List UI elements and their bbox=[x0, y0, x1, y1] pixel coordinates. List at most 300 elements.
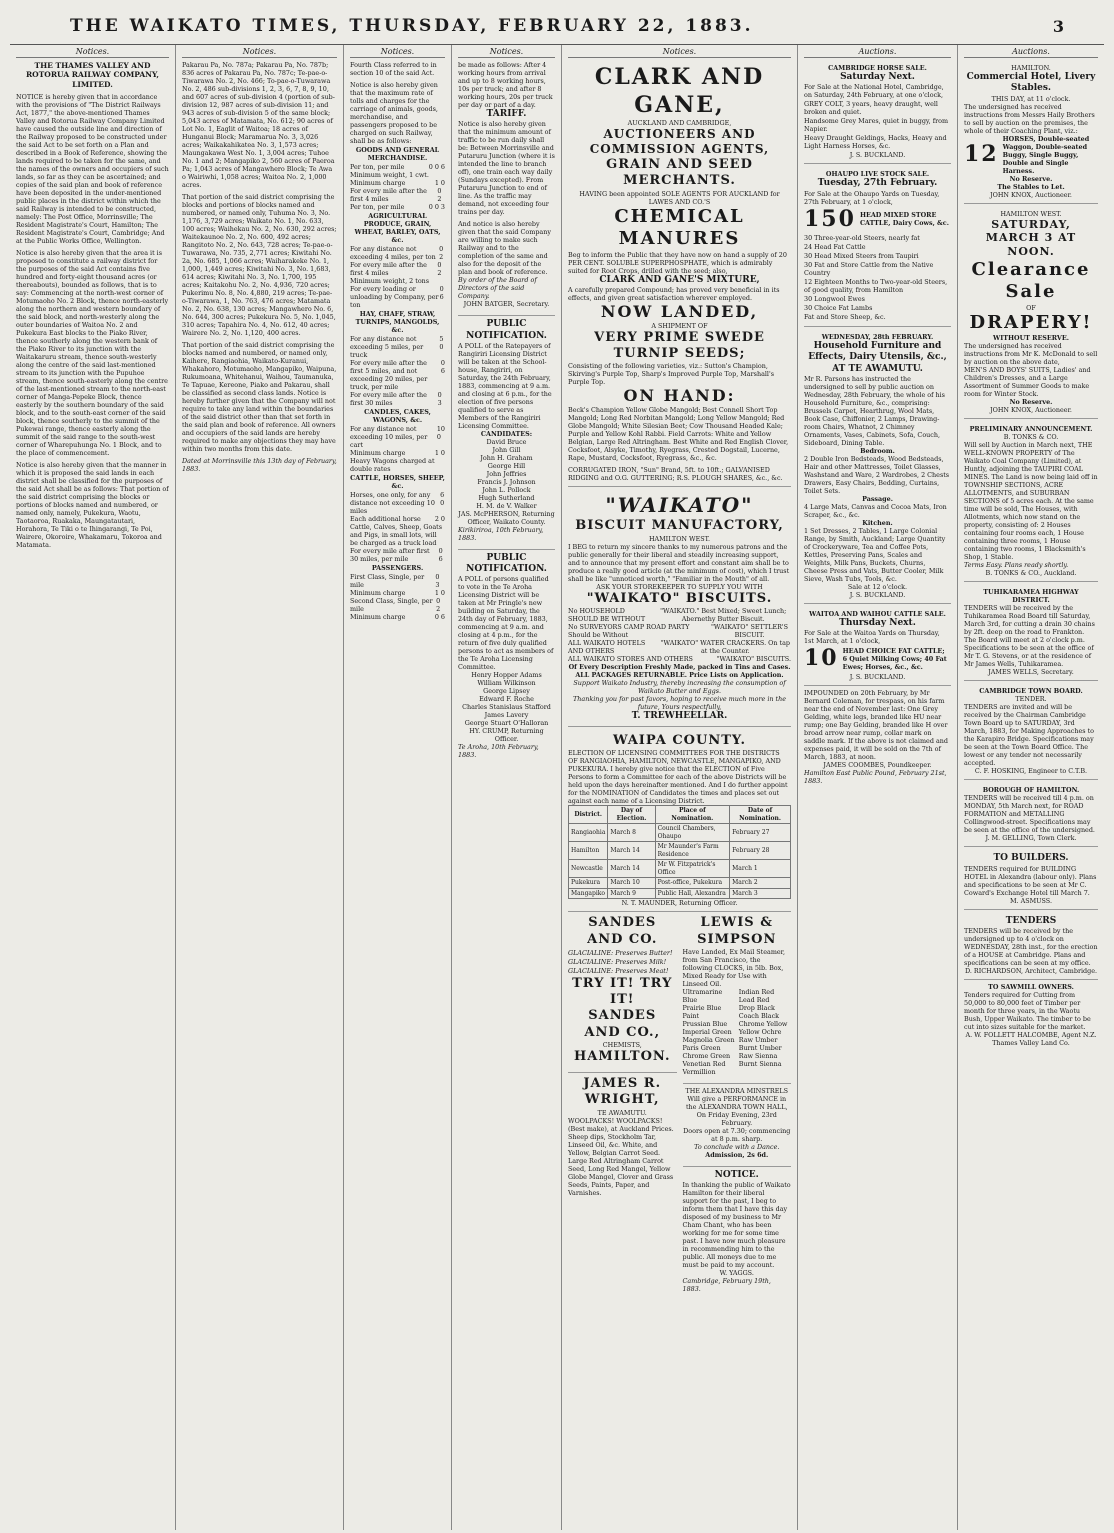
sawmill-heading: TO SAWMILL OWNERS. bbox=[988, 982, 1074, 991]
sole-agents: HAVING been appointed SOLE AGENTS FOR AUCKLAND for LAWES AND CO.'S bbox=[579, 189, 780, 206]
table-cell: March 9 bbox=[608, 888, 655, 899]
chemists: CHEMISTS, bbox=[602, 1040, 642, 1049]
clearance-sale: Clearance Sale bbox=[971, 258, 1091, 303]
ohaupo-title: OHAUPO LIVE STOCK SALE. bbox=[825, 170, 930, 179]
cattle-item: 30 Head Mixed Steers from Taupiri bbox=[804, 252, 919, 260]
toll-value: 0 2 bbox=[437, 261, 442, 277]
drapery-auctioneer: JOHN KNOX, Auctioneer. bbox=[990, 406, 1072, 415]
impounded-body: IMPOUNDED on 20th February, by Mr Bernard Coleman, for trespass, on his farm near the end of November last: One Grey Gelding, white legs, branded like HU near rump; one Bay Gelding, branded like H over broad arrow near rump, collar mark on saddle mark. If the above is not claimed and expenses paid, it will be sold on the 7th of March, 1883, at noon. bbox=[804, 688, 948, 761]
toll-item: For every mile after the first 30 miles bbox=[350, 391, 427, 407]
on-hand-body: Beck's Champion Yellow Globe Mangold; Best Connell Short Top Mangold; Long Red Norbitan Mangold; Long Yellow Mangold; Red Globe Mangold; White Silesian Beet; Cow Thousand Headed Kale; Purple and Yellow Kohl Rabbi. Field Carrots: White and Yellow Belgian, Large Red Altringham. Best White and Red English Clover, Cocksfoot, Alsyke, Timothy, Ryegrass, Crested Dogstail, Lucerne, Rape, Mustard, Cocksfoot, Ryegrass, &c., &c. bbox=[568, 406, 789, 463]
builders-body: TENDERS required for BUILDING HOTEL in Alexandra (labour only). Plans and specifications to be seen at Mr C. Coward's Exchange Hotel till March 7. bbox=[964, 864, 1097, 897]
builders-heading: TO BUILDERS. bbox=[993, 853, 1069, 864]
toll-item: Heavy Wagons charged at double rates bbox=[350, 457, 435, 473]
cattle-item: 30 Longwool Ewes bbox=[804, 295, 865, 303]
tonks-terms: Terms Easy. Plans ready shortly. bbox=[964, 561, 1069, 570]
toll-item: Second Class, Single, per mile bbox=[350, 597, 433, 613]
toll-row bbox=[350, 203, 445, 211]
auctioneer: J. S. BUCKLAND. bbox=[849, 151, 906, 160]
election-table bbox=[568, 805, 791, 899]
fourth-class-head: Fourth Class referred to in section 10 of the said Act. bbox=[350, 61, 437, 77]
toll-row bbox=[350, 449, 445, 457]
biscuit-thanking: Thanking you for past favors, hoping to receive much more in the future, Yours respectfully, bbox=[573, 694, 786, 711]
turnip-seeds: VERY PRIME SWEDE TURNIP SEEDS; bbox=[594, 329, 765, 361]
livery-time: THIS DAY, at 11 o'clock. bbox=[991, 94, 1071, 103]
toll-row bbox=[350, 245, 445, 261]
drapery-title: DRAPERY! bbox=[969, 311, 1093, 333]
candidate-list bbox=[458, 438, 555, 510]
notice-dated: Cambridge, February 19th, 1883. bbox=[682, 1277, 771, 1293]
toll-value: 1 0 bbox=[434, 449, 445, 457]
biscuit-item-4: "WAIKATO" BISCUITS. bbox=[716, 654, 791, 663]
biscuit-support: Support Waikato Industry, thereby increasing the consumption of Waikato Butter and Eggs. bbox=[573, 678, 786, 695]
table-row bbox=[569, 888, 791, 899]
toll-item: For any distance not exceeding 5 miles, per truck bbox=[350, 335, 424, 359]
impounded-notice bbox=[804, 689, 951, 785]
minstrels-heading: THE ALEXANDRA MINSTRELS Will give a PERFORMANCE in the ALEXANDRA TOWN HALL, On Friday Evening, 23rd February. bbox=[685, 1086, 789, 1127]
sandes-name-2: SANDES AND CO., bbox=[584, 1008, 661, 1040]
toll-item: Minimum charge bbox=[350, 449, 406, 457]
kitchen-body: 1 Set Dresses, 2 Tables, 1 Large Colonial Range, by Smith, Auckland; Large Quantity of Crockeryware, Tea and Coffee Pots, Kettles, Preserving Pans, Scales and Weights, Milk Pans, Buckets, Churns, Cheese Press and Vats, Butter Cooler, Milk Sieve, Wash Tubs, Tools, &c. bbox=[804, 526, 946, 583]
without-reserve: WITHOUT RESERVE. bbox=[993, 334, 1069, 343]
drapery-items: MEN'S AND BOYS' SUITS, Ladies' and Children's Dresses, and a Large Assortment of Summer Goods to make room for Winter Stock. bbox=[964, 366, 1091, 399]
table-header: Date of Nomination. bbox=[730, 806, 791, 824]
household-auctioneer: J. S. BUCKLAND. bbox=[849, 590, 906, 599]
toll-row bbox=[350, 285, 445, 309]
biscuit-head-4: ALL WAIKATO STORES AND OTHERS bbox=[568, 654, 693, 663]
biscuit-head-2: No SURVEYORS CAMP ROAD PARTY Should be Without bbox=[568, 622, 690, 639]
toll-row bbox=[350, 515, 445, 523]
waikato-biscuit-advert bbox=[568, 490, 791, 727]
column-heading: Notices. bbox=[458, 47, 555, 58]
impound-signature: JAMES COOMBES, Poundkeeper. bbox=[823, 760, 932, 769]
candidate-name: George Stuart O'Halloran bbox=[464, 719, 549, 728]
toll-value: 0 2 bbox=[437, 187, 442, 203]
cattle-item: 24 Head Fat Cattle bbox=[804, 243, 866, 251]
table-cell: Post-office, Pukekura bbox=[655, 878, 730, 889]
table-cell: February 27 bbox=[730, 824, 791, 842]
try-it: TRY IT! TRY IT! bbox=[572, 975, 673, 1007]
table-row bbox=[569, 878, 791, 889]
passage-body: 4 Large Mats, Canvas and Cocoa Mats, Iron Scraper, &c., &c. bbox=[804, 502, 947, 519]
sale-day: Saturday Next. bbox=[840, 72, 915, 82]
table-cell: March 2 bbox=[730, 878, 791, 889]
notice-heading: NOTICE. bbox=[714, 1169, 759, 1180]
manures-body: Beg to inform the Public that they have now on hand a supply of 20 PER CENT. SOLUBLE SUPERPHOSPHATE, which is admirably suited for Root Crops, drilled with the seed; also, bbox=[568, 250, 787, 275]
builders-notice bbox=[964, 850, 1098, 909]
toll-item: For any distance not exceeding 10 miles, per cart bbox=[350, 425, 428, 449]
paint-item: Burnt Umber bbox=[738, 1043, 782, 1052]
toll-item: For any distance not exceeding 4 miles, per ton bbox=[350, 245, 436, 261]
ohaupo-sale bbox=[804, 167, 951, 327]
paint-item: Drop Black bbox=[738, 1003, 775, 1012]
column-grid bbox=[10, 44, 1104, 1530]
cambridge-tender bbox=[964, 684, 1098, 780]
tuhikaramea-heading: TUHIKARAMEA HIGHWAY DISTRICT. bbox=[983, 588, 1079, 605]
paint-list bbox=[683, 988, 792, 1076]
lewis-simpson-advert bbox=[683, 915, 792, 1293]
toll-item: Per ton, per mile bbox=[350, 163, 405, 171]
table-header: Day of Election. bbox=[608, 806, 655, 824]
biscuit-location: HAMILTON WEST. bbox=[648, 534, 711, 543]
tuhikaramea-signature: JAMES WELLS, Secretary. bbox=[988, 668, 1074, 677]
sandes-town: HAMILTON. bbox=[574, 1048, 671, 1064]
masthead-title: THE WAIKATO TIMES, THURSDAY, FEBRUARY 22, 1883. bbox=[70, 16, 754, 36]
table-cell: Mr Maunder's Farm Residence bbox=[655, 842, 730, 860]
cattle-item: 30 Fat and Store Cattle from the Native Country bbox=[804, 261, 934, 277]
paint-item: Vermillion bbox=[682, 1067, 716, 1076]
candidate-name: William Wilkinson bbox=[477, 679, 536, 688]
paint-item: Paris Green bbox=[682, 1043, 721, 1052]
public-notification-heading-2: PUBLIC NOTIFICATION. bbox=[466, 552, 547, 574]
tender-heading: TENDER. bbox=[1015, 695, 1047, 704]
chemical-manures: CHEMICAL MANURES bbox=[614, 205, 745, 249]
toll-item: Minimum charge bbox=[350, 613, 406, 621]
livery-place: HAMILTON. bbox=[1011, 64, 1051, 72]
toll-value: 0 6 bbox=[439, 285, 444, 301]
sale-item: Heavy Draught Geldings, Hacks, Heavy and Light Harness Horses, &c. bbox=[804, 134, 947, 151]
woolpacks-body: WOOLPACKS! WOOLPACKS! (Best make), at Auckland Prices. Sheep dips, Stockholm Tar, Linseed Oil, &c. White, and Yellow, Belgian Carrot Seed. Large Red Altringham Carrot Seed, Long Red Mangel, Yellow Globe Mangel, Clover and Grass Seeds, Paints, Paper, and Varnishes. bbox=[568, 1116, 674, 1197]
block-list-body-3: That portion of the said district comprising the blocks named and numbered, or named only, Kaihere, Rangiaohia, Waikato-Kuranui, Whakahoro, Motumaoho, Mangapiko, Waipuna, Rukumoana, Whitehanui, Waihou, Taumanuka, Te Tapuae, Kereone, Piako and Pakarau, shall be classified as second class lands. Notice is hereby further given that the Company will not require to take any land within the boundaries of the said district other than that set forth in the said plan and book of reference. All owners and occupiers of the said lands are hereby required to make any objections they may have within two months from this date. bbox=[182, 341, 337, 453]
paint-item: Indian Red bbox=[738, 987, 775, 996]
toll-item: Cattle, Calves, Sheep, Goats and Pigs, in small lots, will be charged as a truck load bbox=[350, 523, 443, 547]
mixture-body: A carefully prepared Compound; has proved very beneficial in its effects, and given great satisfaction wherever employed. bbox=[568, 285, 780, 302]
waikato-biscuits: "WAIKATO" BISCUITS. bbox=[586, 590, 773, 606]
household-date: WEDNESDAY, 28th FEBRUARY. bbox=[821, 333, 934, 341]
toll-row bbox=[350, 613, 445, 621]
column-3 bbox=[344, 45, 452, 1530]
sale-item: GREY COLT, 3 years, heavy draught, well broken and quiet. bbox=[804, 100, 938, 117]
column-4 bbox=[452, 45, 562, 1530]
toll-item: Each additional horse bbox=[350, 515, 421, 523]
firm-trade-2: GRAIN AND SEED MERCHANTS. bbox=[606, 157, 753, 189]
toll-section-heading: CANDLES, CAKES, WAGONS, &c. bbox=[364, 408, 431, 424]
paint-item: Raw Umber bbox=[738, 1035, 778, 1044]
public-notification-heading: PUBLIC NOTIFICATION. bbox=[466, 319, 547, 341]
sawmill-signature: A. W. FOLLETT HALCOMBE, Agent N.Z. Thames Valley Land Co. bbox=[965, 1030, 1097, 1047]
borough-body: TENDERS will be received till 4 p.m. on MONDAY, 5th March next, for ROAD FORMATION and METALLING Collingwood-street. Specifications may be seen at the office of the undersigned. bbox=[964, 794, 1095, 835]
glacialine-line: GLACIALINE: Preserves Butter! bbox=[568, 948, 673, 957]
toll-value: 0 6 bbox=[434, 613, 445, 621]
board-order: By order of the Board of Directors of the said Company. bbox=[458, 276, 537, 301]
page-number: 3 bbox=[1052, 16, 1064, 36]
secretary-signature: JOHN BATGER, Secretary. bbox=[463, 300, 550, 309]
notice-body: In thanking the public of Waikato Hamilton for their liberal support for the past, I beg to inform them that I have this day disposed of my business to Mr Cham Chant, who has been working for me for some time past. I have now much pleasure in recommending him to the public. All moneys due to me must be paid to my account. bbox=[682, 1181, 791, 1269]
cattle-item: 12 Eighteen Months to Two-year-old Steers, of good quality, from Hamilton bbox=[804, 278, 948, 294]
firm-name: CLARK AND GANE, bbox=[594, 64, 765, 118]
toll-item: Minimum charge bbox=[350, 589, 406, 597]
bedroom-body: 2 Double Iron Bedsteads, Wood Bedsteads, Hair and other Mattresses, Toilet Glasses, Washstand and Ware, 2 Wardrobes, 2 Chests Drawers, Easy Chairs, Bedding, Curtains, Toilet Sets. bbox=[804, 454, 950, 495]
toll-value: 5 0 bbox=[439, 335, 444, 351]
on-hand: ON HAND: bbox=[623, 386, 736, 406]
livery-sale bbox=[964, 61, 1098, 204]
sale-item: Handsome Grey Mares, quiet in buggy, from Napier. bbox=[804, 117, 949, 134]
table-cell: March 1 bbox=[730, 860, 791, 878]
toll-row bbox=[350, 425, 445, 449]
impound-dated: Hamilton East Public Pound, February 21st, 1883. bbox=[804, 768, 947, 785]
toll-item: Per ton, per mile bbox=[350, 203, 405, 211]
ask-storekeeper: ASK YOUR STOREKEEPER TO SUPPLY YOU WITH bbox=[596, 582, 763, 591]
sale-body: For Sale at the National Hotel, Cambridge, on Saturday, 24th February, at one o'clock, bbox=[804, 83, 944, 100]
minstrels-dance: To conclude with a Dance. bbox=[694, 1142, 780, 1151]
toll-value: 0 0 6 bbox=[428, 163, 445, 171]
horses-count: 12 bbox=[964, 140, 999, 167]
sandes-name: SANDES AND CO. bbox=[587, 915, 658, 947]
candidate-name: James Lavery bbox=[484, 711, 529, 720]
table-header: Place of Nomination. bbox=[655, 806, 730, 824]
sawmill-body: Tenders required for Cutting from 50,000 to 80,000 feet of Timber per month for three years, in the Waotu Bush, Upper Waikato. The timber to be cut into sizes suitable for the market. bbox=[964, 990, 1091, 1031]
toll-row bbox=[350, 171, 445, 179]
waipa-county-notice bbox=[568, 730, 791, 912]
paint-item: Prussian Blue bbox=[682, 1019, 728, 1028]
paint-item: Lead Red bbox=[738, 995, 770, 1004]
toll-row bbox=[350, 589, 445, 597]
paint-item: Chrome Green bbox=[682, 1051, 731, 1060]
builders-signature: M. ASMUSS. bbox=[1010, 896, 1052, 905]
biscuit-every: Of Every Description Freshly Made, packed in Tins and Cases. ALL PACKAGES RETURNABLE. Price Lists on Application. bbox=[568, 662, 791, 679]
minstrels-admission: Admission, 2s 6d. bbox=[705, 1150, 769, 1159]
tender-body: TENDERS are invited and will be received by the Chairman Cambridge Town Board up to SATURDAY, 3rd March, 1883, for Making Approaches to the Karapiro Bridge. Specifications may be seen at the Town Board Office. The lowest or any tender not necessarily accepted. bbox=[964, 703, 1095, 768]
block-list-body-2: That portion of the said district comprising the blocks and portions of blocks named and numbered, or named only, Tuhuma No. 3, No. 1,176, 3,729 acres; Waikato No. 1, No. 633, 100 acres; Waihekau No. 2, No. 630, 292 acres; Waitekaunoe No. 2, No. 600, 492 acres; Rangitoto No. 2, No. 643, 728 acres; Te-pae-o-Tuwarawa, No. 735, 2,771 acres; Kiwitahi No. 2a, No. 685, 1,066 acres; Waiharakeke No. 1, 1,000, 1,449 acres; Kiwitahi No. 3, No. 1,683, 614 acres; Kiwitahi No. 3, No. 1,700, 195 acres; Kaitakohu No. 2, No. 4,936, 720 acres; Pukerimu No. 8, No. 4,880, 219 acres; Te-pae-o-Tiwarawa, 1, No. 763, 476 acres; Matamata No. 2, No. 638, 130 acres; Mangawhero No. 6, No. 644, 300 acres; Pukekura No. 5, No. 1,045, 310 acres; Tapahira No. 4, No. 612, 40 acres; Wairere No. 2, No. 1,120, 400 acres. bbox=[182, 193, 337, 337]
railway-notice-title: THE THAMES VALLEY AND ROTORUA RAILWAY COMPANY, LIMITED. bbox=[25, 61, 160, 89]
waitoa-auctioneer: J. S. BUCKLAND. bbox=[849, 672, 906, 681]
cattle-heading: HEAD MIXED STORE CATTLE, Dairy Cows, &c. bbox=[859, 211, 949, 228]
column-heading: Notices. bbox=[568, 47, 791, 58]
notice-signature: W. YAGGS. bbox=[719, 1269, 754, 1277]
table-cell: March 10 bbox=[608, 878, 655, 889]
candidate-name: John Gill bbox=[492, 445, 521, 454]
borough-heading: BOROUGH OF HAMILTON. bbox=[982, 786, 1080, 795]
cattle-item: Fat and Store Sheep, &c. bbox=[804, 313, 886, 321]
fat-count: 10 bbox=[804, 645, 839, 671]
tenders-heading: TENDERS bbox=[1005, 915, 1057, 926]
tolls-schedule bbox=[350, 146, 445, 621]
waipa-body: ELECTION OF LICENSING COMMITTEES FOR THE DISTRICTS OF RANGIAOHIA, HAMILTON, NEWCASTLE, MANGAPIKO, AND PUKEKURA. I hereby give notice that the ELECTION of Five Persons to form a Committee for each of the above Districts will be held upon the days hereinafter mentioned. And I do further appoint for the NOMINATION of Candidates the times and places set out against each name of a Licensing District. bbox=[568, 749, 788, 806]
toll-section-heading: GOODS AND GENERAL MERCHANDISE. bbox=[355, 146, 440, 162]
toll-row bbox=[350, 573, 445, 589]
ohaupo-day: Tuesday, 27th February. bbox=[817, 178, 938, 189]
toll-row bbox=[350, 547, 445, 563]
livery-auctioneer: JOHN KNOX, Auctioneer. bbox=[990, 190, 1072, 199]
toll-row bbox=[350, 187, 445, 203]
toll-row bbox=[350, 523, 445, 547]
railway-dated: Dated at Morrinsville this 13th day of February, 1883. bbox=[182, 457, 337, 473]
kitchen-heading: Kitchen. bbox=[862, 518, 893, 527]
biscuit-head-3: ALL WAIKATO HOTELS AND OTHERS bbox=[568, 638, 646, 655]
waitoa-title: WAITOA AND WAIHOU CATTLE SALE. bbox=[809, 609, 946, 618]
clark-gane-advert bbox=[568, 61, 791, 487]
table-cell: March 3 bbox=[730, 888, 791, 899]
auctions-heading-2: Auctions. bbox=[964, 47, 1098, 58]
candidate-name: Francis J. Johnson bbox=[477, 477, 536, 486]
railway-classification-body: Notice is also hereby given that the manner in which it is proposed the said lands in each district shall be classified for the purposes of the said Act shall be as follows: That portion of the said district comprising the blocks or portions of blocks named and numbered, or named only, namely, Pukekura, Waotu, Taotaoroa, Ruakaka, Maungatautari, Horahora, Te Tiki o te Ihingarangi, Te Poi, Wairere, Okoroire, Whakamaru, Tokoroa and Matamata. bbox=[16, 461, 169, 550]
tenders-body: TENDERS will be received by the undersigned up to 4 o'clock on WEDNESDAY, 28th inst., for the erection of a HOUSE at Cambridge. Plans and specifications can be seen at my office. bbox=[964, 926, 1098, 967]
table-cell: Pukekura bbox=[569, 878, 608, 889]
tonks-name: B. TONKS & CO. bbox=[1003, 433, 1059, 442]
toll-value: 0 6 bbox=[440, 359, 445, 375]
wright-location: TE AWAMUTU. bbox=[597, 1108, 647, 1117]
household-terms: Sale at 12 o'clock. bbox=[847, 582, 908, 591]
stables-to-let: The Stables to Let. bbox=[997, 182, 1065, 191]
shipment-of: A SHIPMENT OF bbox=[651, 321, 708, 330]
masthead bbox=[10, 8, 1104, 44]
candidate-name: Edward F. Roche bbox=[479, 695, 534, 704]
biscuit-head-1: No HOUSEHOLD SHOULD BE WITHOUT bbox=[568, 606, 646, 623]
toll-item: Minimum weight, 2 tons bbox=[350, 277, 430, 285]
toll-value: 6 0 bbox=[440, 491, 445, 507]
toll-value: 0 6 bbox=[438, 547, 443, 563]
toll-value: 0 2 bbox=[436, 597, 441, 613]
demurrage-text: be made as follows: After 4 working hours from arrival and up to 8 working hours, 10s per truck; and after 8 working hours, 20s per truck per day or part of a day. bbox=[458, 61, 553, 109]
toll-row bbox=[350, 335, 445, 359]
prelim-heading: PRELIMINARY ANNOUNCEMENT. bbox=[969, 425, 1093, 434]
household-title: Household Furniture and Effects, Dairy Utensils, &c., AT TE AWAMUTU. bbox=[808, 341, 947, 374]
table-cell: March 14 bbox=[608, 860, 655, 878]
waitoa-day: Thursday Next. bbox=[839, 617, 916, 628]
column-6 bbox=[798, 45, 958, 1530]
candidate-name: John Jeffries bbox=[486, 469, 527, 478]
table-cell: February 28 bbox=[730, 842, 791, 860]
toll-item: First Class, Single, per mile bbox=[350, 573, 425, 589]
glacialine-line: GLACIALINE: Preserves Milk! bbox=[568, 957, 667, 966]
toll-item: Minimum weight, 1 cwt. bbox=[350, 171, 429, 179]
biscuit-item-1: "WAIKATO." Best Mixed; Sweet Lunch; Abernethy Butter Biscuit. bbox=[660, 606, 787, 623]
tonks-announcement bbox=[964, 422, 1098, 582]
table-cell: Mr W. Fitzpatrick's Office bbox=[655, 860, 730, 878]
block-list-body: Pakarau Pa, No. 787a; Pakarau Pa, No. 787b; 836 acres of Pakarau Pa, No. 787c; Te-pae-o-Tiwarawa No. 2, No. 466; To-pae-o-Tuwarawa No. 2, 486 sub-divisions 1, 2, 3, 6, 7, 8, 9, 10, and 607 acres of sub-division 4 (portion of sub-division 12, 987 acres of sub-division 11; and 943 acres of sub-division 5 of the same block; 5,043 acres of Matamata, No. 612; 90 acres of Lot No. 1, Eaglit of Waitoa; 18 acres of Hunganui Block; Maramarua No. 3, 3,026 acres; Waikakahikatea No. 3, 1,573 acres; Maungakawa West No. 1, 3,004 acres; Tuhoe No. 1 and 2; Mangapiko 2, 560 acres of Paeroa Pa; 1,043 acres of Mangawhero Block; Te Awa o Wairiwhi, 1,058 acres; Waitoa No. 2, 1,000 acres. bbox=[182, 61, 335, 189]
fat-heading: HEAD CHOICE FAT CATTLE; 6 Quiet Milking Cows; 40 Fat Ewes; Horses, &c., &c. bbox=[842, 646, 947, 671]
toll-value: 1 0 bbox=[434, 589, 445, 597]
table-cell: Council Chambers, Ohaupo bbox=[655, 824, 730, 842]
mixture-heading: CLARK AND GANE'S MIXTURE, bbox=[599, 274, 760, 285]
cattle-items bbox=[804, 234, 951, 321]
paint-item: Venetian Red bbox=[682, 1059, 726, 1068]
toll-row bbox=[350, 277, 445, 285]
tenders-signature: D. RICHARDSON, Architect, Cambridge. bbox=[964, 966, 1098, 975]
sandes-advert bbox=[568, 915, 677, 1293]
column-2 bbox=[176, 45, 344, 1530]
table-row bbox=[569, 842, 791, 860]
tenders-notice bbox=[964, 913, 1098, 980]
toll-row bbox=[350, 491, 445, 515]
lewis-name: LEWIS & SIMPSON bbox=[697, 915, 777, 947]
tuhikaramea-notice bbox=[964, 585, 1098, 681]
iron-line: CORRUGATED IRON, "Sun" Brand, 5ft. to 10ft.; GALVANISED RIDGING and O.G. GUTTERING; R.S. PLOUGH SHARES, &c., &c. bbox=[568, 466, 783, 483]
returning-officer: JAS. McPHERSON, Returning Officer, Waikato County. bbox=[458, 509, 555, 526]
tolls-intro: Notice is also hereby given that the maximum rate of tolls and charges for the carriage of animals, goods, merchandise, and passengers proposed to be charged on such Railway, shall be as follows: bbox=[350, 81, 438, 145]
paint-item: Imperial Green bbox=[682, 1027, 732, 1036]
cambridge-town-heading: CAMBRIDGE TOWN BOARD. bbox=[979, 687, 1083, 696]
toll-section-heading: CATTLE, HORSES, SHEEP, &c. bbox=[350, 474, 445, 490]
drapery-body: The undersigned has received instructions from Mr K. McDonald to sell by auction on the above date, bbox=[964, 342, 1098, 367]
sale-title: CAMBRIDGE HORSE SALE. bbox=[828, 64, 927, 72]
toll-row bbox=[350, 163, 445, 171]
toll-item: Horses, one only, for any distance not exceeding 10 miles bbox=[350, 491, 435, 515]
toll-section-heading: PASSENGERS. bbox=[371, 564, 424, 572]
minstrels-doors: Doors open at 7.30; commencing at 8 p.m. sharp. bbox=[683, 1126, 791, 1143]
toll-value: 0 3 bbox=[437, 391, 442, 407]
returning-officer-2: HY. CRUMP, Returning Officer. bbox=[469, 727, 544, 744]
candidate-name: John H. Graham bbox=[480, 453, 533, 462]
table-header: District. bbox=[569, 806, 608, 824]
toll-value: 2 0 bbox=[434, 515, 445, 523]
table-cell: Public Hall, Alexandra bbox=[655, 888, 730, 899]
toll-item: For every mile after the first 5 miles, and not exceeding 20 miles, per truck, per mile bbox=[350, 359, 428, 391]
passage-heading: Passage. bbox=[862, 494, 893, 503]
toll-section-heading: HAY, CHAFF, STRAW, TURNIPS, MANGOLDS, &c. bbox=[355, 310, 440, 334]
toll-row bbox=[350, 359, 445, 391]
toll-value: 0 3 bbox=[435, 573, 440, 589]
waipa-heading: WAIPA COUNTY. bbox=[612, 733, 747, 748]
toll-value: 10 0 bbox=[436, 425, 445, 441]
glacialine-list bbox=[568, 949, 677, 975]
borough-signature: J. M. GELLING, Town Clerk. bbox=[985, 834, 1077, 843]
toll-section-heading: AGRICULTURAL PRODUCE, GRAIN, WHEAT, BARLEY, OATS, &c. bbox=[354, 212, 441, 244]
ohaupo-body: For Sale at the Ohaupo Yards on Tuesday, 27th February, at 1 o'clock, bbox=[804, 189, 940, 206]
paint-item: Burnt Sienna bbox=[738, 1059, 782, 1068]
sale-items bbox=[804, 100, 951, 150]
column-heading: Notices. bbox=[350, 47, 445, 58]
te-aroha-poll-text: A POLL of persons qualified to vote in the Te Aroha Licensing District will be taken at Mr Pringle's new building on Saturday, the 24th day of February, 1883, commencing at 9 a.m. and closing at 4 p.m., for the return of five duly qualified persons to act as members of the Te Aroha Licensing Committee. bbox=[458, 575, 554, 672]
table-cell: Hamilton bbox=[569, 842, 608, 860]
cambridge-horse-sale bbox=[804, 61, 951, 164]
poll-dated: Kirikiriroa, 10th February, 1883. bbox=[458, 525, 544, 542]
horses-heading: HORSES, Double-seated Waggon, Double-seated Buggy, Single Buggy, Double and Single Harness. bbox=[1002, 134, 1090, 175]
livery-body: The undersigned has received instructions from Messrs Haily Brothers to sell by auction on the premises, the whole of their Coaching Plant, viz.: bbox=[964, 102, 1095, 135]
candidate-name: Charles Stanislaus Stafford bbox=[462, 703, 551, 712]
toll-item: Minimum charge bbox=[350, 179, 406, 187]
company-willing: And notice is also hereby given that the said Company are willing to make such Railway and to the completion of the same and also for the deposit of the plan and book of reference. bbox=[458, 220, 551, 277]
seeds-body: Consisting of the following varieties, viz.: Sutton's Champion, Skirving's Purple Top, Sharp's Improved Purple Top, Marshall's Purple Top. bbox=[568, 362, 774, 387]
candidates-heading: CANDIDATES: bbox=[480, 429, 533, 438]
no-reserve-2: No Reserve. bbox=[1009, 398, 1053, 407]
candidate-name: John L. Pollock bbox=[482, 485, 531, 494]
firm-location: AUCKLAND AND CAMBRIDGE, bbox=[627, 119, 732, 127]
biscuit-item-2: "WAIKATO" SETTLER'S BISCUIT. bbox=[710, 622, 789, 639]
candidate-name: George Lipsey bbox=[483, 687, 530, 696]
firm-trade: AUCTIONEERS AND COMMISSION AGENTS, bbox=[589, 127, 770, 156]
toll-row bbox=[350, 391, 445, 407]
toll-value: 0 2 bbox=[439, 245, 444, 261]
cattle-item: 30 Choice Fat Lambs bbox=[804, 304, 873, 312]
table-row bbox=[569, 824, 791, 842]
paint-item: Prairie Blue Paint bbox=[682, 1003, 722, 1020]
paint-item: Ultramarine Blue bbox=[682, 987, 723, 1004]
drapery-place: HAMILTON WEST. bbox=[1000, 209, 1062, 218]
toll-row bbox=[350, 179, 445, 187]
toll-value: 0 0 3 bbox=[428, 203, 445, 211]
candidate-name: Hugh Sutherland bbox=[478, 493, 535, 502]
household-body: Mr R. Parsons has instructed the undersigned to sell by public auction on Wednesday, 28th February, the whole of his Household Furniture, &c., comprising: Brussels Carpet, Hearthrug, Wool Mats, Book Case, Chiffonier, 2 Lamps, Drawing-room Chairs, Whatnot, 2 Chimney Ornaments, Vases, Cabinets, Sofa, Couch, Sideboard, Dining Table. bbox=[804, 374, 945, 447]
table-cell: Mangapiko bbox=[569, 888, 608, 899]
toll-row bbox=[350, 457, 445, 473]
toll-item: For every loading or unloading by Company, per ton bbox=[350, 285, 439, 309]
column-7 bbox=[958, 45, 1104, 1530]
toll-item: For every mile after the first 4 miles bbox=[350, 187, 427, 203]
sawmill-notice bbox=[964, 983, 1098, 1047]
now-landed: NOW LANDED, bbox=[600, 301, 759, 321]
railway-notice-body: NOTICE is hereby given that in accordance with the provisions of "The District Railways Act, 1877," the above-mentioned Thames Valley and Rotorua Railway Company Limited have caused the outside line and direction of the Railway proposed to be constructed under the said Act to be set forth on a Plan and described in a Book of Reference, showing the lands required to be taken for the same, and the names of the owners and occupiers of such lands, so far as they can be ascertained; and copies of the said plan and book of reference have been deposited in the under-mentioned public places in the district within which the said Railway is intended to be constructed, namely: The Post Office, Morrinsville; The Resident Magistrate's Court, Hamilton; The Resident Magistrate's Court, Cambridge; And at the Public Works Office, Wellington. bbox=[16, 93, 169, 246]
table-row bbox=[569, 860, 791, 878]
table-cell: March 14 bbox=[608, 842, 655, 860]
tariff-body: Notice is also hereby given that the minimum amount of traffic to be run daily shall be: Between Morrinsville and Putaruru Junction (where it is intended the line to branch off), one train each way daily (Sundays excepted). From Putaruru Junction to end of line. As the traffic may demand, not exceeding four trains per day. bbox=[458, 120, 555, 217]
biscuit-body: I BEG to return my sincere thanks to my numerous patrons and the public generally for their liberal and steadily increasing support, and to announce that my present effort and constant aim shall be to produce a really good article (at the minimum of cost), which I trust shall be like "unnoticed worth," "Familiar in the Mouth" of all. bbox=[568, 542, 790, 583]
paint-item: Raw Sienna bbox=[738, 1051, 778, 1060]
auctions-heading: Auctions. bbox=[804, 47, 951, 58]
biscuit-proprietor: T. TREWHEELLAR. bbox=[631, 710, 728, 721]
lewis-body: Have Landed, Ex Mail Steamer, from San Francisco, the following CLOCKS, in 5lb. Box, Mixed Ready for Use with Linseed Oil. bbox=[682, 947, 786, 988]
tonks-signature: B. TONKS & CO., Auckland. bbox=[985, 569, 1077, 578]
